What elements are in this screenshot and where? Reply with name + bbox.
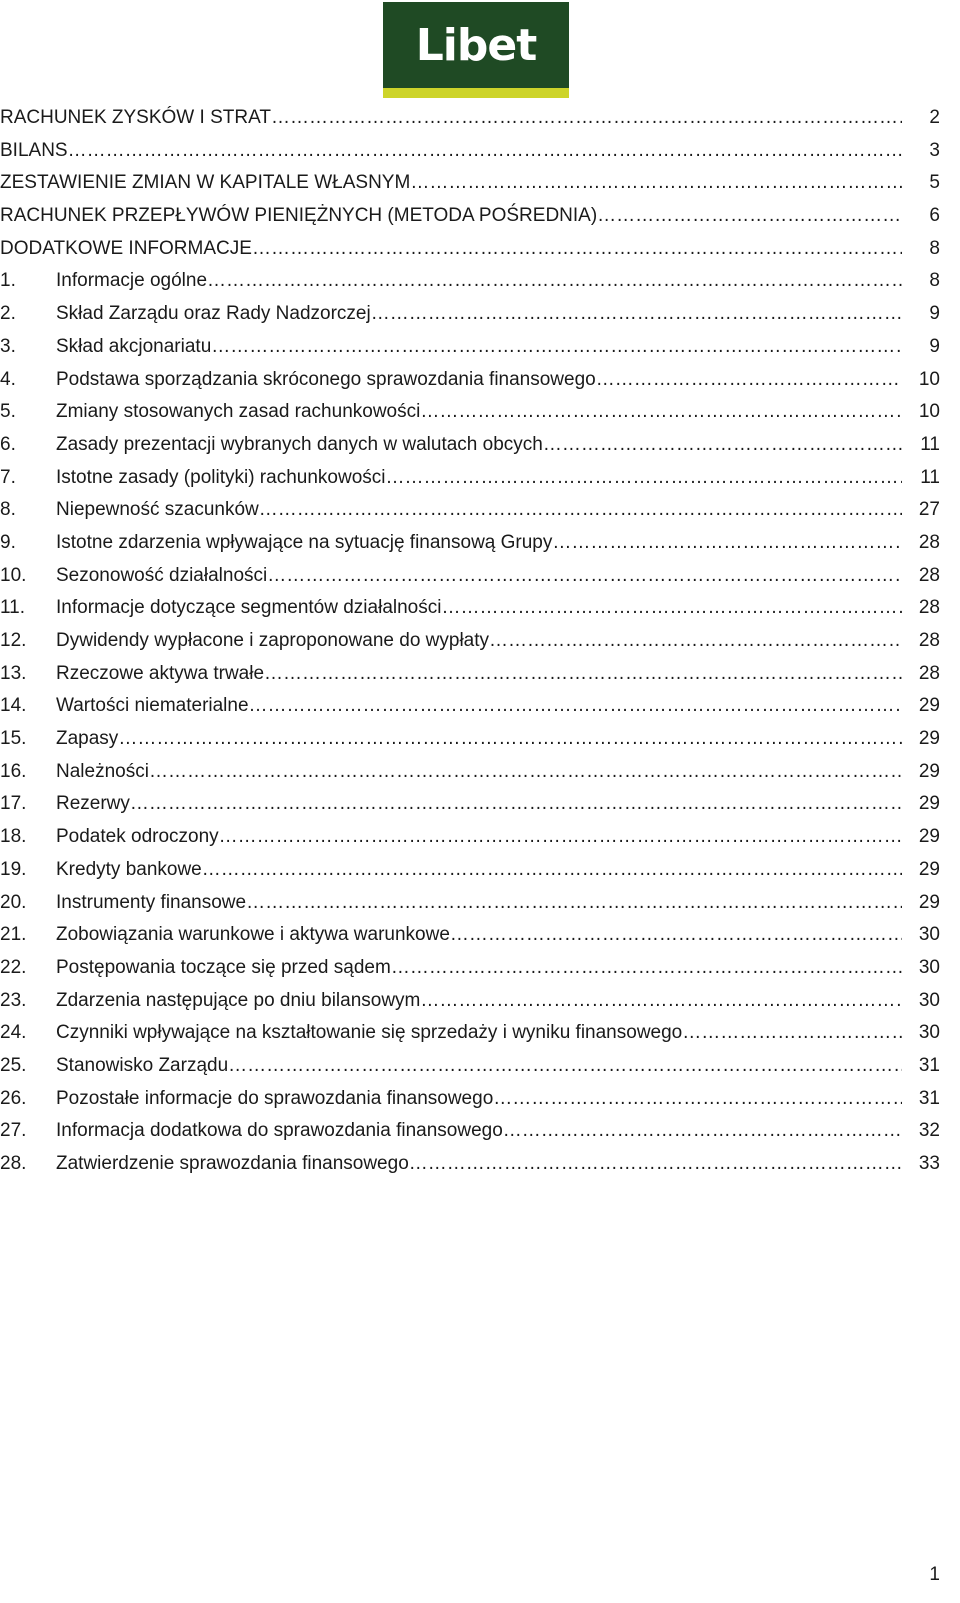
- toc-entry-title: Zasady prezentacji wybranych danych w walutach obcych: [56, 433, 543, 455]
- toc-entry-number: 14.: [0, 695, 27, 717]
- toc-entry-page: 28: [918, 564, 940, 586]
- toc-entry-page: 28: [918, 531, 940, 553]
- toc-entry-title: Rezerwy: [56, 793, 130, 815]
- toc-entry-title: BILANS: [0, 139, 68, 161]
- toc-dot-leader: [391, 952, 902, 985]
- toc-dot-leader: [249, 690, 902, 723]
- logo-accent-bar: [383, 88, 569, 98]
- toc-entry-title: Zdarzenia następujące po dniu bilansowym: [56, 989, 421, 1011]
- page-number: 1: [929, 1564, 940, 1585]
- toc-entry-title: Skład Zarządu oraz Rady Nadzorczej: [56, 303, 371, 325]
- toc-entry[interactable]: [0, 854, 960, 887]
- toc-entry-text: [0, 135, 902, 168]
- toc-entry-number: 22.: [0, 956, 27, 978]
- toc-entry-title: Zatwierdzenie sprawozdania finansowego: [56, 1153, 409, 1174]
- toc-entry-page: 32: [918, 1120, 940, 1142]
- toc-entry-number: 28.: [0, 1153, 27, 1174]
- toc-entry-text: [0, 919, 902, 952]
- toc-entry-page: 3: [929, 139, 940, 161]
- table-of-contents: [0, 102, 960, 1181]
- toc-entry-title: Istotne zasady (polityki) rachunkowości: [56, 466, 386, 488]
- toc-dot-leader: [385, 462, 902, 495]
- toc-dot-leader: [682, 1017, 902, 1050]
- toc-entry-number: 5.: [0, 401, 16, 423]
- toc-entry-page: 33: [918, 1153, 940, 1174]
- toc-entry[interactable]: [0, 985, 960, 1018]
- toc-entry-text: [0, 102, 902, 135]
- toc-entry-number: 6.: [0, 433, 16, 455]
- toc-entry-text: [0, 625, 902, 658]
- toc-entry-page: 8: [929, 270, 940, 292]
- toc-entry-number: 7.: [0, 466, 16, 488]
- toc-entry-page: 29: [918, 793, 940, 815]
- toc-entry[interactable]: [0, 527, 960, 560]
- toc-entry-title: Informacje ogólne: [56, 270, 208, 292]
- toc-entry-number: 13.: [0, 662, 27, 684]
- toc-dot-leader: [228, 1050, 902, 1083]
- toc-dot-leader: [246, 887, 902, 920]
- toc-entry[interactable]: [0, 592, 960, 625]
- toc-entry-number: 25.: [0, 1054, 27, 1076]
- toc-entry-title: Należności: [56, 760, 149, 782]
- toc-entry[interactable]: [0, 919, 960, 952]
- toc-dot-leader: [597, 200, 902, 233]
- toc-entry-number: 26.: [0, 1087, 27, 1109]
- toc-entry[interactable]: [0, 1115, 960, 1148]
- toc-entry[interactable]: [0, 821, 960, 854]
- toc-entry[interactable]: [0, 1083, 960, 1116]
- toc-dot-leader: [118, 723, 902, 756]
- toc-entry-page: 9: [929, 335, 940, 357]
- toc-entry-page: 2: [929, 107, 940, 128]
- toc-entry[interactable]: [0, 135, 960, 168]
- toc-entry-text: [0, 1083, 902, 1116]
- toc-entry[interactable]: [0, 1017, 960, 1050]
- toc-entry-page: 8: [929, 237, 940, 259]
- toc-dot-leader: [219, 821, 902, 854]
- toc-entry-page: 11: [920, 433, 940, 455]
- toc-entry-title: Rzeczowe aktywa trwałe: [56, 662, 265, 684]
- toc-entry[interactable]: [0, 298, 960, 331]
- toc-entry-page: 31: [918, 1054, 940, 1076]
- toc-entry-number: 3.: [0, 335, 16, 357]
- toc-entry-title: Sezonowość działalności: [56, 564, 268, 586]
- toc-entry-title: ZESTAWIENIE ZMIAN W KAPITALE WŁASNYM: [0, 172, 411, 194]
- toc-entry[interactable]: [0, 658, 960, 691]
- toc-dot-leader: [409, 1148, 902, 1181]
- toc-entry-title: Pozostałe informacje do sprawozdania finansowego: [56, 1087, 494, 1109]
- toc-entry-page: 30: [918, 989, 940, 1011]
- toc-entry-text: [0, 592, 902, 625]
- toc-entry[interactable]: [0, 1148, 960, 1181]
- toc-entry-text: [0, 723, 902, 756]
- toc-dot-leader: [371, 298, 902, 331]
- toc-entry-text: [0, 952, 902, 985]
- toc-entry-text: [0, 200, 902, 233]
- toc-entry-title: DODATKOWE INFORMACJE: [0, 237, 252, 259]
- toc-entry[interactable]: [0, 494, 960, 527]
- toc-entry[interactable]: [0, 200, 960, 233]
- toc-entry-number: 23.: [0, 989, 27, 1011]
- toc-entry-text: [0, 1017, 902, 1050]
- toc-entry-title: Informacje dotyczące segmentów działalności: [56, 597, 442, 619]
- toc-entry-page: 28: [918, 630, 940, 651]
- toc-entry-text: [0, 462, 902, 495]
- toc-entry-page: 29: [918, 760, 940, 782]
- toc-entry[interactable]: [0, 102, 960, 135]
- toc-entry-text: [0, 788, 902, 821]
- toc-entry-number: 21.: [0, 924, 27, 946]
- toc-entry-page: 29: [918, 826, 940, 848]
- logo-text: Libet: [415, 20, 537, 71]
- toc-entry-page: 29: [918, 728, 940, 750]
- toc-entry-title: Podatek odroczony: [56, 826, 219, 848]
- toc-entry-page: 29: [918, 891, 940, 913]
- toc-dot-leader: [420, 985, 902, 1018]
- toc-dot-leader: [543, 429, 902, 462]
- toc-dot-leader: [202, 854, 902, 887]
- toc-entry-text: [0, 527, 902, 560]
- toc-entry[interactable]: [0, 167, 960, 200]
- toc-dot-leader: [68, 135, 902, 168]
- toc-entry-title: Zmiany stosowanych zasad rachunkowości: [56, 401, 421, 423]
- toc-entry-page: 30: [918, 1022, 940, 1044]
- toc-entry-title: Czynniki wpływające na kształtowanie się sprzedaży i wyniku finansowego: [56, 1022, 683, 1044]
- toc-entry[interactable]: [0, 952, 960, 985]
- toc-entry-page: 6: [929, 205, 940, 227]
- toc-entry-title: Postępowania toczące się przed sądem: [56, 956, 391, 978]
- toc-entry-number: 4.: [0, 368, 16, 390]
- toc-entry-number: 27.: [0, 1120, 27, 1142]
- toc-entry[interactable]: [0, 625, 960, 658]
- toc-entry-text: [0, 854, 902, 887]
- toc-entry-title: Zapasy: [56, 728, 119, 750]
- toc-entry[interactable]: [0, 756, 960, 789]
- toc-dot-leader: [489, 625, 902, 658]
- toc-entry-page: 29: [918, 695, 940, 717]
- toc-entry-text: [0, 494, 902, 527]
- toc-entry-page: 28: [918, 662, 940, 684]
- toc-dot-leader: [211, 331, 902, 364]
- toc-entry-text: [0, 331, 902, 364]
- toc-entry[interactable]: [0, 429, 960, 462]
- toc-dot-leader: [552, 527, 902, 560]
- toc-entry-page: 30: [918, 924, 940, 946]
- toc-entry[interactable]: [0, 396, 960, 429]
- toc-entry-number: 18.: [0, 826, 27, 848]
- toc-entry-number: 1.: [0, 270, 16, 292]
- toc-dot-leader: [149, 756, 902, 789]
- toc-dot-leader: [493, 1083, 902, 1116]
- toc-entry-title: Istotne zdarzenia wpływające na sytuację finansową Grupy: [56, 531, 553, 553]
- toc-dot-leader: [450, 919, 902, 952]
- toc-entry[interactable]: [0, 233, 960, 266]
- toc-entry-page: 31: [918, 1087, 940, 1109]
- toc-entry-number: 19.: [0, 858, 27, 880]
- toc-entry-text: [0, 396, 902, 429]
- toc-entry[interactable]: [0, 723, 960, 756]
- logo-box: [383, 2, 569, 88]
- toc-dot-leader: [207, 265, 902, 298]
- toc-entry-text: [0, 887, 902, 920]
- toc-entry-text: [0, 364, 902, 397]
- toc-dot-leader: [420, 396, 902, 429]
- toc-entry-title: Instrumenty finansowe: [56, 891, 247, 913]
- toc-entry-page: 10: [918, 368, 940, 390]
- toc-entry-title: Informacja dodatkowa do sprawozdania finansowego: [56, 1120, 503, 1142]
- toc-dot-leader: [271, 102, 902, 135]
- toc-entry-title: Stanowisko Zarządu: [56, 1054, 229, 1076]
- toc-entry[interactable]: [0, 462, 960, 495]
- toc-entry-number: 10.: [0, 564, 27, 586]
- toc-entry-text: [0, 1148, 902, 1181]
- toc-entry-text: [0, 560, 902, 593]
- toc-entry-number: 24.: [0, 1022, 27, 1044]
- toc-entry-page: 29: [918, 858, 940, 880]
- toc-entry-number: 12.: [0, 630, 27, 651]
- toc-entry-text: [0, 821, 902, 854]
- toc-entry-number: 17.: [0, 793, 27, 815]
- toc-entry-page: 9: [929, 303, 940, 325]
- toc-entry-text: [0, 658, 902, 691]
- toc-entry-number: 8.: [0, 499, 16, 521]
- toc-entry-text: [0, 756, 902, 789]
- toc-entry-text: [0, 167, 902, 200]
- toc-entry[interactable]: [0, 1050, 960, 1083]
- toc-entry-title: Podstawa sporządzania skróconego sprawozdania finansowego: [56, 368, 596, 390]
- toc-entry[interactable]: [0, 364, 960, 397]
- toc-entry[interactable]: [0, 887, 960, 920]
- toc-entry[interactable]: [0, 560, 960, 593]
- toc-entry-page: 11: [920, 466, 940, 488]
- toc-entry-text: [0, 298, 902, 331]
- toc-entry-text: [0, 690, 902, 723]
- toc-entry-text: [0, 265, 902, 298]
- toc-entry-number: 11.: [0, 597, 26, 619]
- toc-entry-number: 15.: [0, 728, 27, 750]
- toc-entry-title: Niepewność szacunków: [56, 499, 259, 521]
- toc-dot-leader: [264, 658, 902, 691]
- toc-entry-page: 27: [918, 499, 940, 521]
- toc-entry-text: [0, 233, 902, 266]
- toc-entry-number: 9.: [0, 531, 16, 553]
- toc-entry[interactable]: [0, 788, 960, 821]
- toc-entry-title: Skład akcjonariatu: [56, 335, 212, 357]
- toc-entry-page: 10: [918, 401, 940, 423]
- toc-dot-leader: [252, 233, 902, 266]
- toc-dot-leader: [503, 1115, 902, 1148]
- toc-entry-page: 5: [929, 172, 940, 194]
- toc-dot-leader: [596, 364, 902, 397]
- toc-entry[interactable]: [0, 690, 960, 723]
- toc-entry-number: 2.: [0, 303, 16, 325]
- toc-entry-text: [0, 429, 902, 462]
- toc-entry-number: 20.: [0, 891, 27, 913]
- toc-dot-leader: [410, 167, 902, 200]
- toc-entry-number: 16.: [0, 760, 27, 782]
- toc-entry-title: Wartości niematerialne: [56, 695, 249, 717]
- toc-entry-text: [0, 1050, 902, 1083]
- toc-dot-leader: [441, 592, 902, 625]
- toc-entry-title: Kredyty bankowe: [56, 858, 202, 880]
- toc-dot-leader: [267, 560, 902, 593]
- libet-logo: [383, 2, 569, 98]
- toc-entry-title: RACHUNEK PRZEPŁYWÓW PIENIĘŻNYCH (METODA POŚREDNIA): [0, 205, 598, 227]
- toc-entry[interactable]: [0, 265, 960, 298]
- toc-entry-title: Zobowiązania warunkowe i aktywa warunkowe: [56, 924, 450, 946]
- toc-entry-page: 28: [918, 597, 940, 619]
- toc-entry-title: RACHUNEK ZYSKÓW I STRAT: [0, 107, 271, 128]
- toc-entry-text: [0, 985, 902, 1018]
- toc-entry-page: 30: [918, 956, 940, 978]
- toc-dot-leader: [259, 494, 902, 527]
- toc-entry-text: [0, 1115, 902, 1148]
- toc-entry-title: Dywidendy wypłacone i zaproponowane do wypłaty: [56, 630, 490, 651]
- toc-dot-leader: [130, 788, 902, 821]
- toc-entry[interactable]: [0, 331, 960, 364]
